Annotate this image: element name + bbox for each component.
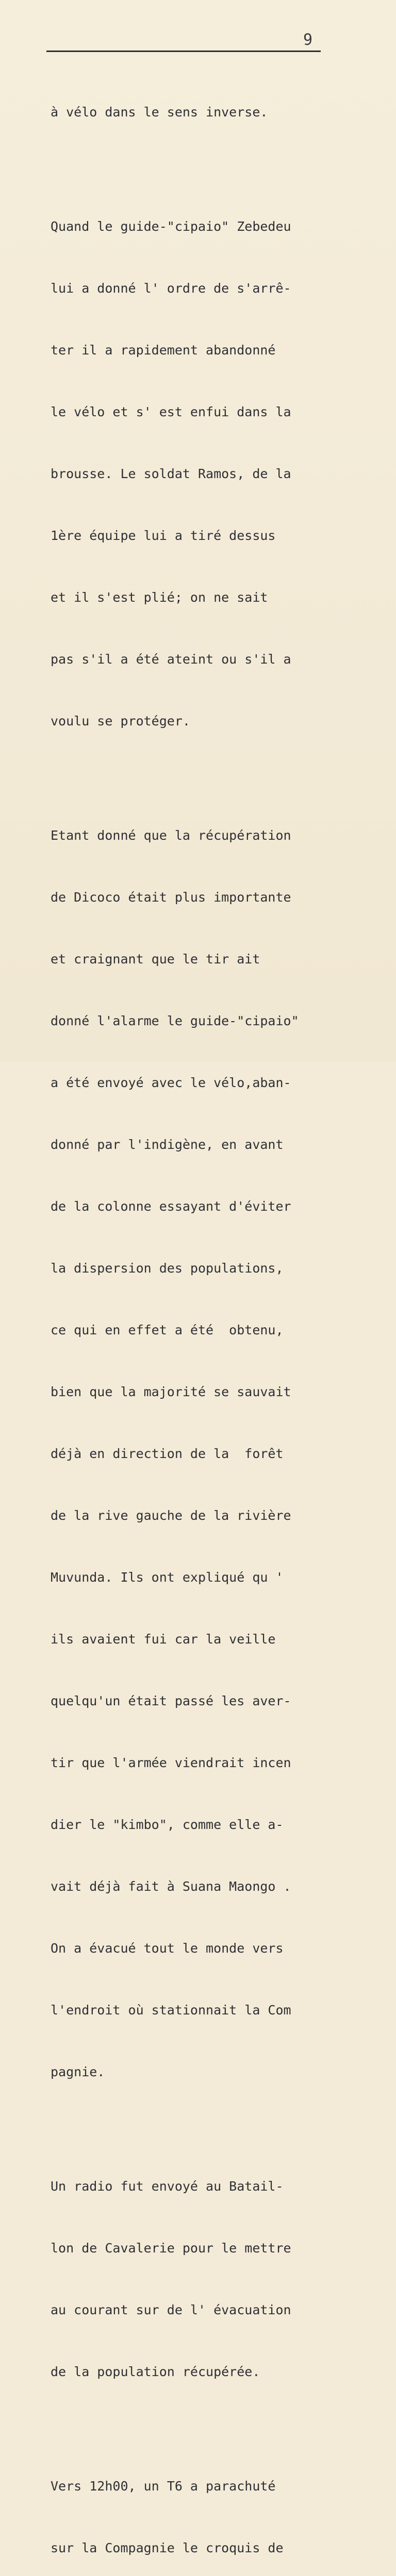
- text-line: et craignant que le tir ait: [51, 952, 260, 967]
- page-number: 9: [303, 31, 313, 49]
- text-line: pagnie.: [51, 2064, 105, 2079]
- text-line: brousse. Le soldat Ramos, de la: [51, 466, 291, 481]
- text-line: 1ère équipe lui a tiré dessus: [51, 528, 276, 543]
- text-line: dier le "kimbo", comme elle a-: [51, 1817, 284, 1832]
- text-line: Un radio fut envoyé au Batail-: [51, 2179, 284, 2194]
- text-line: donné l'alarme le guide-"cipaio": [51, 1013, 299, 1028]
- paragraph: [51, 2435, 319, 2576]
- text-line: et il s'est plié; on ne sait: [51, 590, 268, 605]
- text-line: Muvunda. Ils ont expliqué qu ': [51, 1570, 284, 1585]
- text-line: Quand le guide-"cipaio" Zebedeu: [51, 219, 291, 234]
- text-line: ter il a rapidement abandonné: [51, 343, 276, 358]
- text-line: sur la Compagnie le croquis de: [51, 2540, 284, 2555]
- header-rule: [46, 50, 321, 52]
- text-line: de la colonne essayant d'éviter: [51, 1199, 291, 1214]
- text-line: de la rive gauche de la rivière: [51, 1508, 291, 1523]
- text-line: lon de Cavalerie pour le mettre: [51, 2241, 291, 2256]
- text-line: pas s'il a été ateint ou s'il a: [51, 652, 291, 667]
- paragraph: [51, 61, 319, 164]
- document-body: [51, 61, 319, 2576]
- text-line: vait déjà fait à Suana Maongo .: [51, 1879, 291, 1894]
- text-line: a été envoyé avec le vélo,aban-: [51, 1075, 291, 1090]
- text-line: déjà en direction de la forêt: [51, 1446, 284, 1461]
- text-line: l'endroit où stationnait la Com: [51, 2003, 291, 2018]
- text-line: ils avaient fui car la veille: [51, 1632, 276, 1647]
- text-line: la dispersion des populations,: [51, 1261, 284, 1276]
- text-line: donné par l'indigène, en avant: [51, 1137, 284, 1152]
- text-line: bien que la majorité se sauvait: [51, 1384, 291, 1399]
- text-line: voulu se protéger.: [51, 714, 190, 728]
- text-line: Vers 12h00, un T6 a parachuté: [51, 2479, 276, 2494]
- paragraph: [51, 175, 319, 773]
- text-line: tir que l'armée viendrait incen: [51, 1755, 291, 1770]
- text-line: lui a donné l' ordre de s'arrê-: [51, 281, 291, 296]
- paragraph: [51, 784, 319, 2124]
- text-line: quelqu'un était passé les aver-: [51, 1693, 291, 1708]
- text-line: Etant donné que la récupération: [51, 828, 291, 843]
- paragraph: [51, 2135, 319, 2424]
- text-line: de la population récupérée.: [51, 2364, 260, 2379]
- text-line: de Dicoco était plus importante: [51, 890, 291, 905]
- text-line: au courant sur de l' évacuation: [51, 2302, 291, 2317]
- text-line: ce qui en effet a été obtenu,: [51, 1323, 284, 1337]
- text-line: On a évacué tout le monde vers: [51, 1941, 284, 1956]
- text-line: à vélo dans le sens inverse.: [51, 105, 268, 120]
- text-line: le vélo et s' est enfui dans la: [51, 404, 291, 419]
